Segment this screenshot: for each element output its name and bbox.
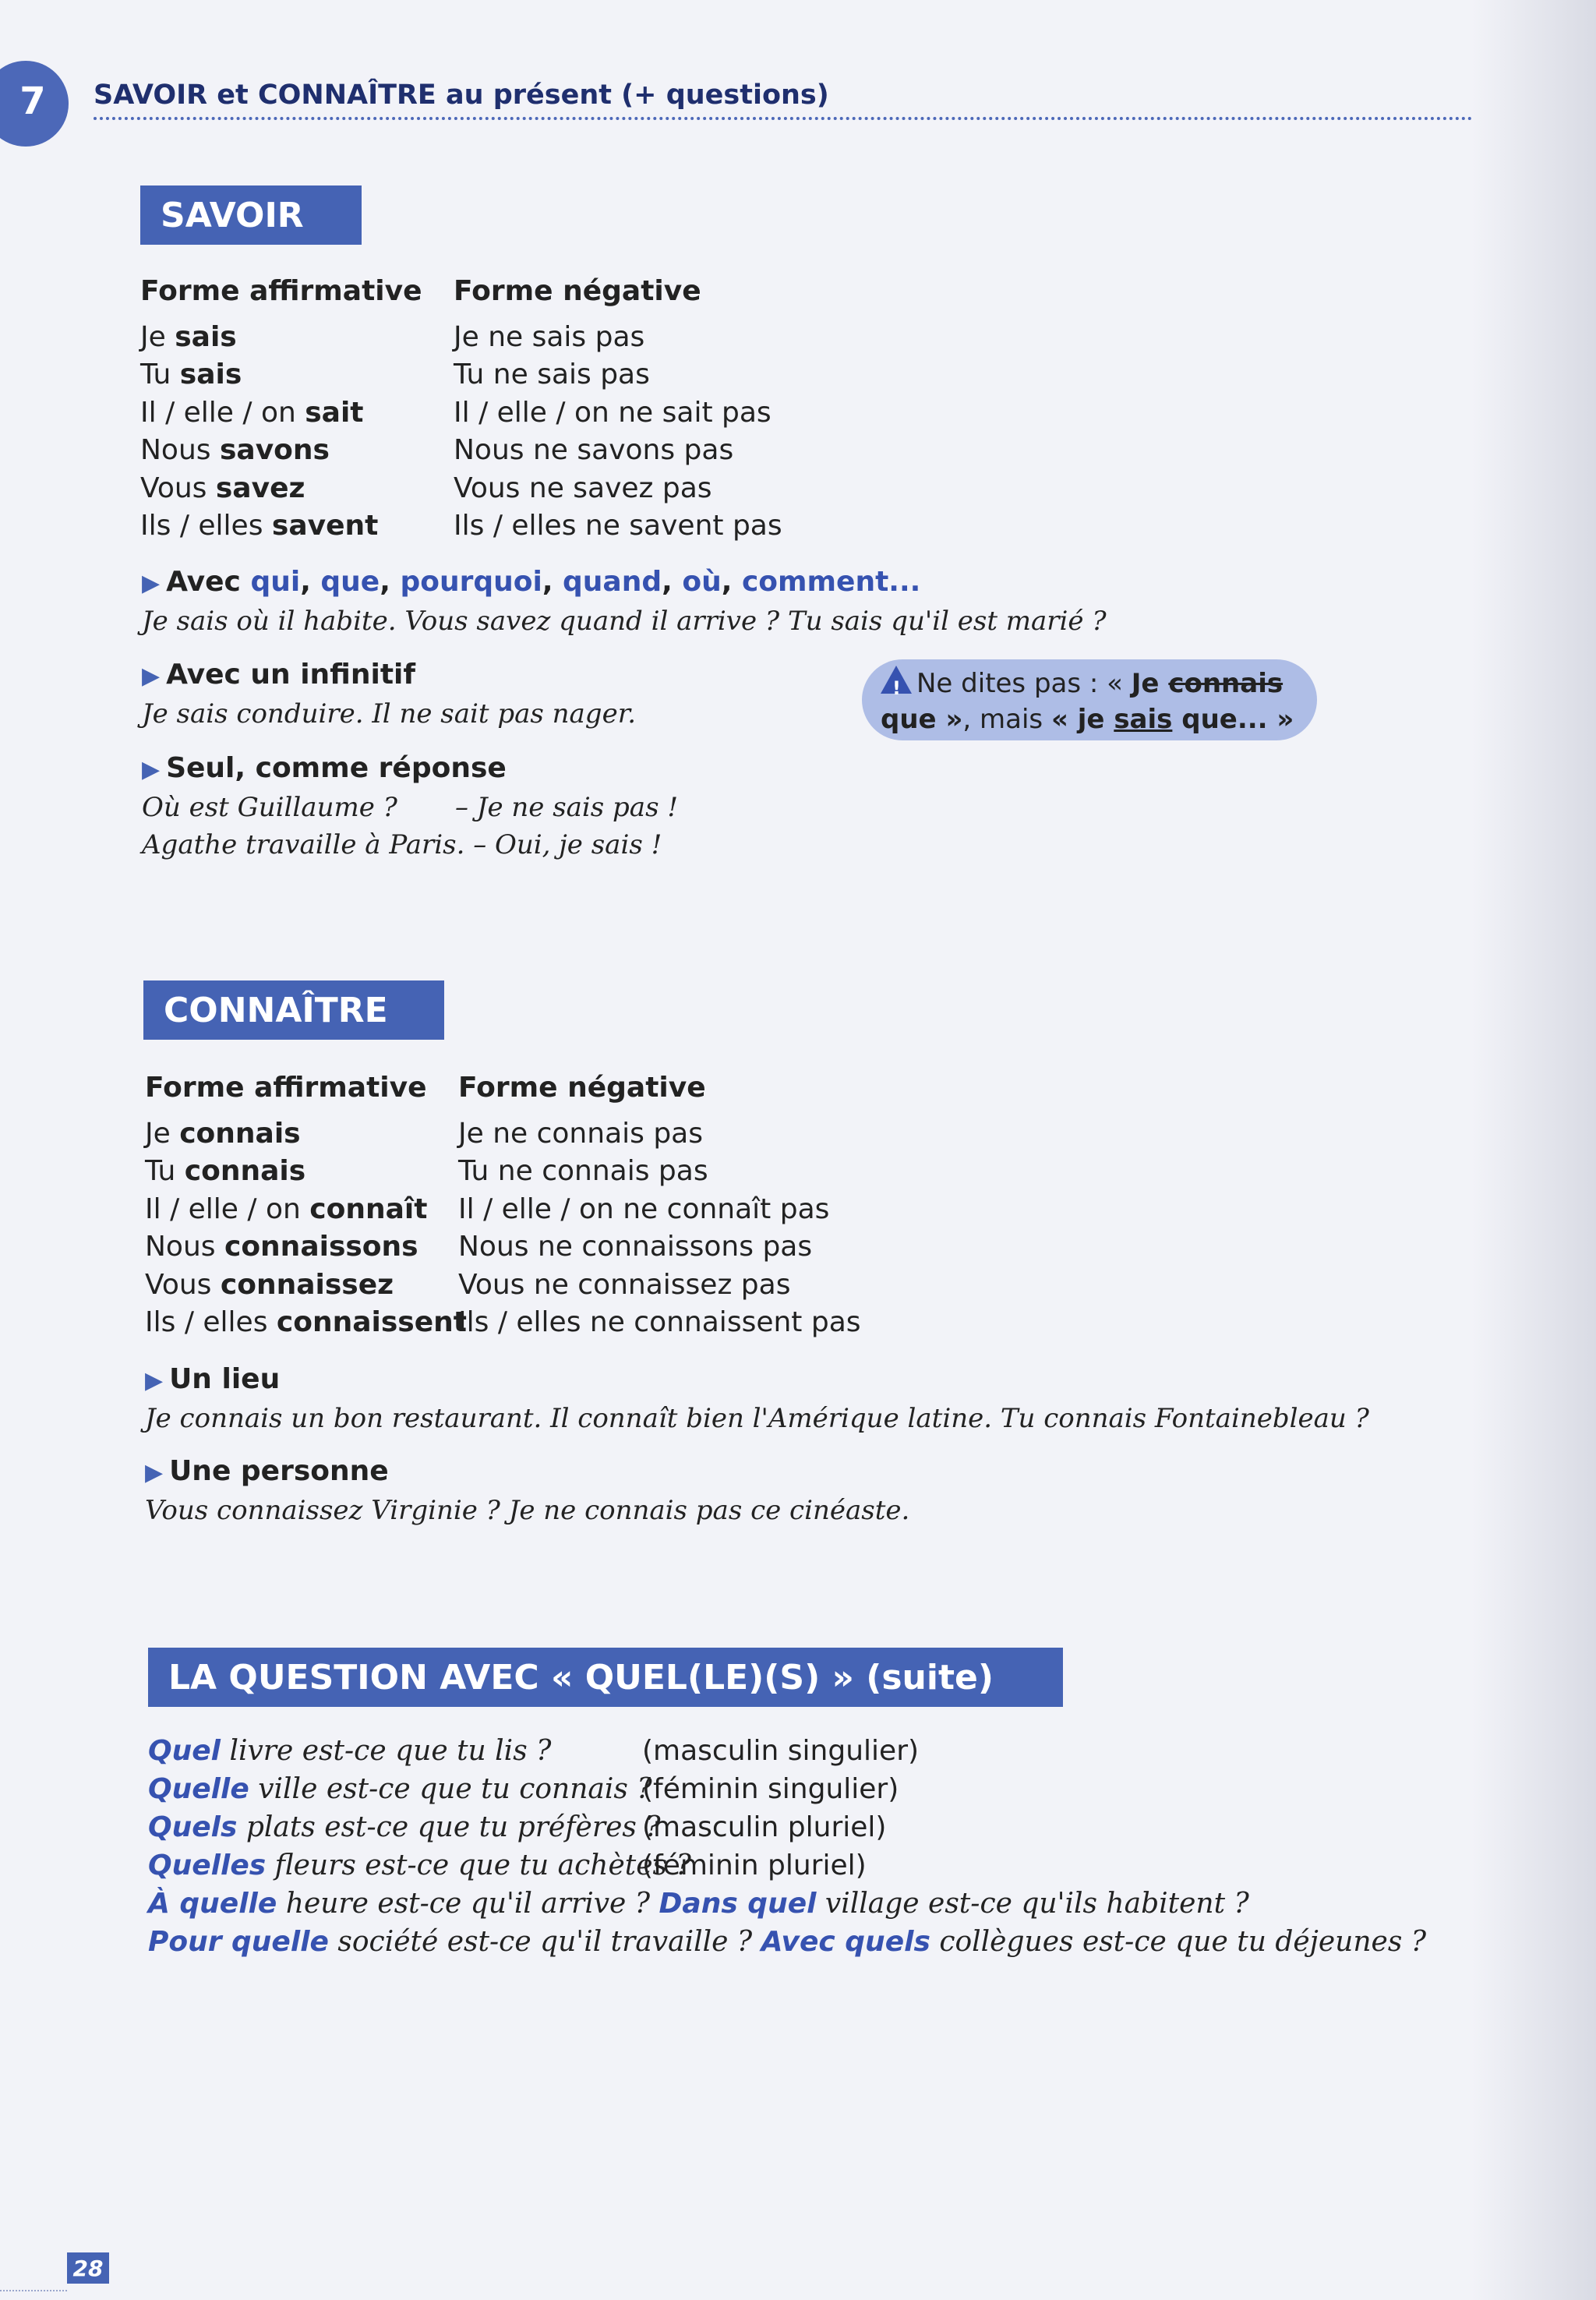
bullet-icon: ▶ [142,570,161,597]
conjugation-row: Je ne sais pas [454,320,645,353]
bullet-icon: ▶ [142,756,161,783]
affirmative-heading: Forme affirmative [140,275,422,307]
example-text: Vous connaissez Virginie ? Je ne connais pas ce cinéaste. [145,1495,910,1526]
conjugation-row: Ils / elles savent [140,510,379,542]
question-example-row: Pour quelle société est-ce qu'il travaille ? Avec quels collègues est-ce que tu déjeunes ? [148,1926,1427,1958]
conjugation-row: Ils / elles ne connaissent pas [458,1306,861,1338]
savoir-note-infinitif: ▶ Avec un infinitif Je sais conduire. Il ne sait pas nager. [142,656,636,733]
question-section-title: LA QUESTION AVEC « QUEL(LE)(S) » (suite) [148,1648,1063,1707]
bullet-icon: ▶ [142,662,161,690]
affirmative-heading: Forme affirmative [145,1072,427,1104]
bullet-icon: ▶ [145,1459,164,1486]
conjugation-row: Je sais [140,320,237,353]
negative-heading: Forme négative [454,275,701,307]
conjugation-row: Tu connais [145,1155,306,1187]
conjugation-row: Je connais [145,1117,301,1150]
conjugation-row: Nous connaissons [145,1231,418,1263]
savoir-note-seul: ▶ Seul, comme réponse Où est Guillaume ? – Je ne sais pas ! Agathe travaille à Paris. – Oui, je sais ! [142,752,678,860]
conjugation-row: Vous ne connaissez pas [458,1268,791,1301]
gender-number-label: (masculin pluriel) [642,1811,887,1843]
conjugation-row: Nous savons [140,434,330,466]
example-text: Je sais où il habite. Vous savez quand il arrive ? Tu sais qu'il est marié ? [142,606,1107,637]
warning-icon [881,666,912,694]
example-text: Je sais conduire. Il ne sait pas nager. [142,698,637,730]
conjugation-row: Ils / elles connaissent [145,1306,467,1338]
negative-heading: Forme négative [458,1072,706,1104]
savoir-negative-column [454,273,782,546]
conjugation-row: Vous ne savez pas [454,472,712,504]
header-dotted-rule [94,117,1473,120]
page-number: 28 [67,2252,109,2284]
question-example-row: Quelles fleurs est-ce que tu achètes ? [148,1850,691,1881]
savoir-section-title: SAVOIR [140,185,362,245]
connaitre-note-personne: ▶ Une personne Vous connaissez Virginie ? Je ne connais pas ce cinéaste. [145,1453,909,1529]
conjugation-row: Nous ne savons pas [454,434,734,466]
connaitre-affirmative-column [145,1069,467,1342]
savoir-note-avec: ▶ Avec qui, que, pourquoi, quand, où, comment... Je sais où il habite. Vous savez quand il arrive ? Tu sais qu'il est marié ? [142,564,1107,640]
conjugation-row: Vous connaissez [145,1268,394,1301]
conjugation-row: Je ne connais pas [458,1117,703,1150]
question-example-row: Quelle ville est-ce que tu connais ? [148,1773,652,1805]
conjugation-row: Ils / elles ne savent pas [454,510,782,542]
conjugation-row: Il / elle / on ne sait pas [454,396,772,429]
question-example-row: Quel livre est-ce que tu lis ? [148,1735,552,1767]
conjugation-row: Il / elle / on sait [140,396,364,429]
connaitre-section-title: CONNAÎTRE [143,980,444,1040]
chapter-title: SAVOIR et CONNAÎTRE au présent (+ questions) [94,79,829,111]
conjugation-row: Tu ne sais pas [454,359,650,390]
chapter-number-badge [0,61,69,147]
connaitre-negative-column [458,1069,861,1342]
question-example-row: Quels plats est-ce que tu préfères ? [148,1811,661,1843]
example-text: Je connais un bon restaurant. Il connaît bien l'Amérique latine. Tu connais Fontainebleau ? [145,1403,1369,1434]
conjugation-row: Il / elle / on connaît [145,1192,428,1225]
gender-number-label: (féminin singulier) [642,1773,899,1805]
savoir-affirmative-column [140,273,422,546]
gender-number-label: (féminin pluriel) [642,1850,867,1881]
conjugation-row: Tu sais [140,359,242,390]
conjugation-row: Tu ne connais pas [458,1155,708,1187]
gender-number-label: (masculin singulier) [642,1735,920,1767]
connaitre-note-lieu: ▶ Un lieu Je connais un bon restaurant. Il connaît bien l'Amérique latine. Tu connais Fontainebleau ? [145,1361,1369,1437]
conjugation-row: Vous savez [140,472,305,504]
question-example-row: À quelle heure est-ce qu'il arrive ? Dans quel village est-ce qu'ils habitent ? [148,1888,1249,1920]
conjugation-row: Nous ne connaissons pas [458,1231,813,1263]
chapter-number: 7 [19,79,46,123]
conjugation-row: Il / elle / on ne connaît pas [458,1192,830,1225]
page-edge-shadow [1471,0,1596,2300]
footer-dotted-rule [0,2290,67,2291]
bullet-icon: ▶ [145,1367,164,1394]
warning-callout: !Ne dites pas : « Je connais que », mais « je sais que... » [862,659,1317,740]
